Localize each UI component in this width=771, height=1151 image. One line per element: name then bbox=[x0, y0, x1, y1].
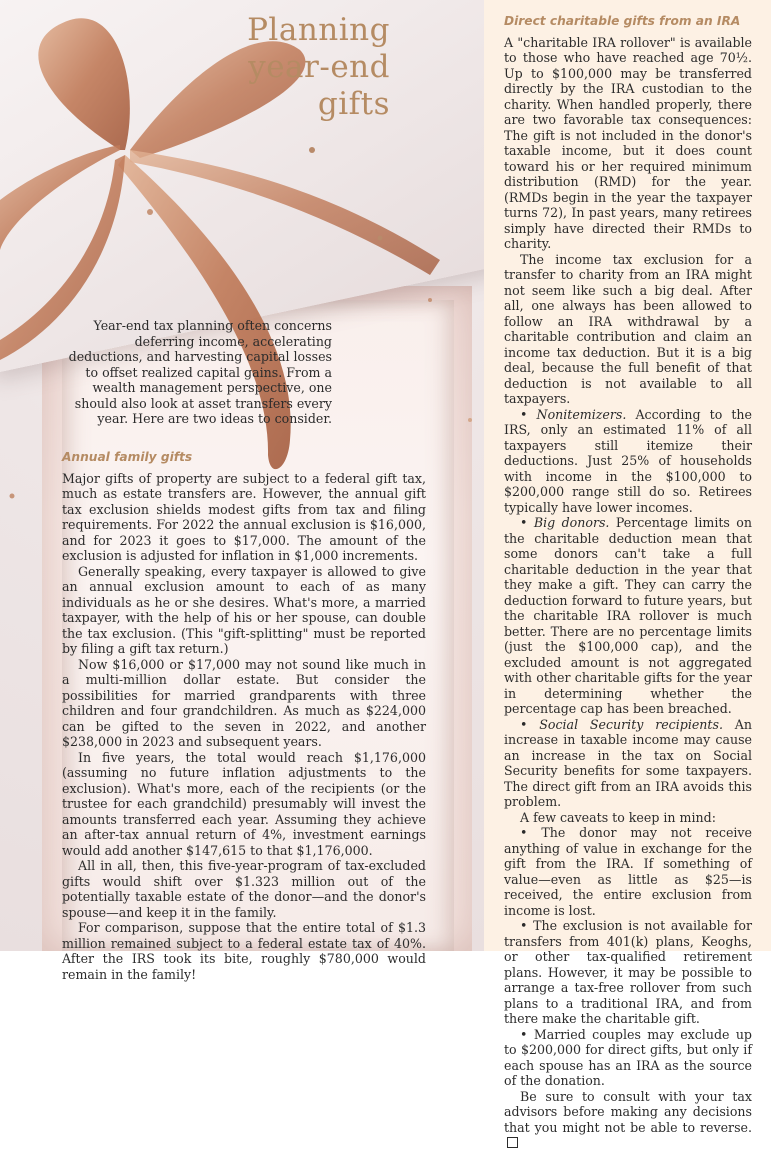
bullet-text: An increase in taxable income may cause an increase in the tax on Social Security benefits for some taxpayers. The direct gift from an IRA avoids this problem. bbox=[504, 716, 752, 809]
caveat-text: The donor may not receive anything of value in exchange for the gift from the IRA. If something of value—even as little as $25—is received, the entire exclusion from income is lost. bbox=[504, 825, 752, 918]
annual-paragraph-3: Now $16,000 or $17,000 may not sound like much in a multi-million dollar estate. But consider the possibilities for married grandparents with three children and four grandchildren. As much as $224,000 can be gifted to the seven in 2022, and another $238,000 in 2023 and subsequent years. bbox=[62, 656, 426, 749]
section-heading-annual: Annual family gifts bbox=[62, 450, 193, 464]
bullet-nonitemizers bbox=[504, 407, 752, 516]
caveat-2 bbox=[504, 918, 752, 1027]
annual-paragraph-4: In five years, the total would reach $1,176,000 (assuming no future inflation adjustments to the exclusion). What's more, each of the recipients (or the trustee for each grandchild) presumably will invest the amounts transferred each year. Assuming they achieve an after-tax annual return of 4%, investment earnings would add another $147,615 to that $1,176,000. bbox=[62, 749, 426, 858]
title-line-2: year-end bbox=[248, 49, 390, 85]
section-heading-ira: Direct charitable gifts from an IRA bbox=[504, 14, 741, 28]
bullet-icon: • bbox=[520, 1026, 528, 1042]
annual-paragraph-6: For comparison, suppose that the entire total of $1.3 million remained subject to a federal estate tax of 40%. After the IRS took its bite, roughly $780,000 would remain in the family! bbox=[62, 920, 426, 982]
bullet-big-donors bbox=[504, 515, 752, 717]
annual-paragraph-1: Major gifts of property are subject to a federal gift tax, much as estate transfers are. However, the annual gift tax exclusion shields modest gifts from tax and filing requirements. For 2022 the annual exclusion is $16,000, and for 2023 it goes to $17,000. The amount of the exclusion is adjusted for inflation in $1,000 increments. bbox=[62, 470, 426, 563]
article-title bbox=[247, 12, 390, 123]
bullet-icon: • bbox=[520, 406, 528, 422]
bullet-text: According to the IRS, only an estimated 11% of all taxpayers still itemize their deductions. Just 25% of households with income in the $100,000 to $200,000 range still do so. Retirees typically have lower incomes. bbox=[504, 406, 752, 515]
annual-paragraph-2: Generally speaking, every taxpayer is allowed to give an annual exclusion amount to each of as many individuals as he or she desires. What's more, a married taxpayer, with the help of his or her spouse, can double the tax exclusion. (This "gift-splitting" must be reported by filing a gift tax return.) bbox=[62, 563, 426, 656]
intro-paragraph: Year-end tax planning often concerns deferring income, accelerating deductions, and harvesting capital losses to offset realized capital gains. From a wealth management perspective, one should also look at asset transfers every year. Here are two ideas to consider. bbox=[68, 318, 332, 426]
caveat-text: Married couples may exclude up to $200,000 for direct gifts, but only if each spouse has an IRA as the source of the donation. bbox=[504, 1026, 752, 1088]
annual-gifts-section bbox=[62, 450, 426, 982]
bullet-label: Big donors. bbox=[533, 515, 610, 530]
closing-text: Be sure to consult with your tax advisors before making any decisions that you might not be able to reverse. bbox=[504, 1088, 752, 1135]
ira-paragraph-1: A "charitable IRA rollover" is available to those who have reached age 70½. Up to $100,000 may be transferred directly by the IRA custodian to the charity. When handled properly, there are two favorable tax consequences: The gift is not included in the donor's taxable income, but it does count toward his or her required minimum distribution (RMD) for the year. (RMDs begin in the year the taxpayer turns 72), In past years, many retirees simply have directed their RMDs to charity. bbox=[504, 34, 752, 251]
caveat-1 bbox=[504, 825, 752, 918]
bullet-text: Percentage limits on the charitable deduction mean that some donors can't take a full charitable deduction in the year that they make a gift. They can carry the deduction forward to future years, but the charitable IRA rollover is much better. There are no percentage limits (just the $100,000 cap), and the excluded amount is not aggregated with other charitable gifts for the year in determining whether the percentage cap has been breached. bbox=[504, 515, 752, 716]
ira-paragraph-2: The income tax exclusion for a transfer to charity from an IRA might not seem like such a big deal. After all, one always has been allowed to follow an IRA withdrawal by a charitable contribution and claim an income tax deduction. But it is a big deal, because the full benefit of that deduction is not available to all taxpayers. bbox=[504, 251, 752, 406]
bullet-icon: • bbox=[520, 825, 528, 840]
ira-section bbox=[504, 14, 752, 1151]
caveat-3 bbox=[504, 1027, 752, 1089]
ira-sidebar bbox=[484, 0, 771, 1135]
bullet-label: Nonitemizers. bbox=[536, 406, 627, 422]
title-line-3: gifts bbox=[317, 86, 390, 122]
annual-paragraph-5: All in all, then, this five-year-program of tax-excluded gifts would shift over $1.323 million out of the potentially taxable estate of the donor—and the donor's spouse—and keep it in the family. bbox=[62, 858, 426, 920]
title-line-1: Planning bbox=[247, 12, 390, 48]
bullet-icon: • bbox=[520, 716, 528, 732]
end-mark-icon bbox=[507, 1137, 518, 1148]
caveat-text: The exclusion is not available for transfers from 401(k) plans, Keoghs, or other tax-qualified retirement plans. However, it may be possible to arrange a tax-free rollover from such plans to a traditional IRA, and from there make the charitable gift. bbox=[504, 918, 752, 1026]
bullet-label: Social Security recipients. bbox=[539, 716, 723, 732]
bullet-icon: • bbox=[520, 918, 528, 933]
closing-paragraph bbox=[504, 1089, 752, 1151]
bullet-icon: • bbox=[520, 515, 528, 530]
bullet-social-security bbox=[504, 717, 752, 810]
caveats-intro: A few caveats to keep in mind: bbox=[520, 809, 716, 825]
